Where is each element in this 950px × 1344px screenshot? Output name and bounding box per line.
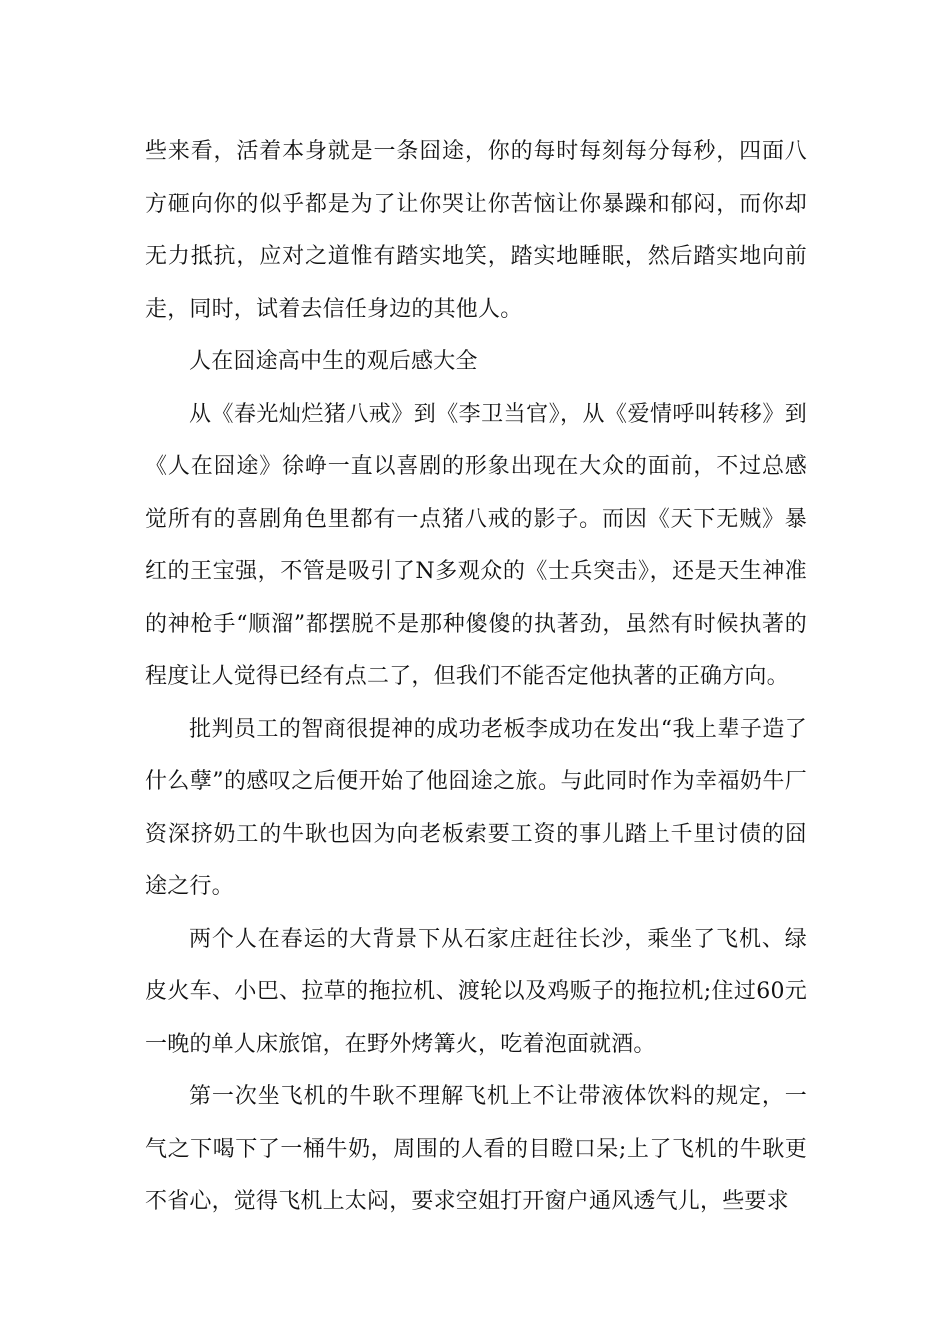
paragraph-3: 批判员工的智商很提神的成功老板李成功在发出“我上辈子造了什么孽”的感叹之后便开始了他囧途之旅。与此同时作为幸福奶牛厂资深挤奶工的牛耿也因为向老板索要工资的事儿踏上千里讨债的囧途之行。 <box>145 716 807 899</box>
paragraph-4: 两个人在春运的大背景下从石家庄赶往长沙，乘坐了飞机、绿皮火车、小巴、拉草的拖拉机、渡轮以及鸡贩子的拖拉机;住过60元一晚的单人床旅馆，在野外烤篝火，吃着泡面就酒。 <box>145 926 807 1057</box>
document-body <box>145 126 807 1229</box>
paragraph-2: 从《春光灿烂猪八戒》到《李卫当官》，从《爱情呼叫转移》到《人在囧途》徐峥一直以喜剧的形象出现在大众的面前，不过总感觉所有的喜剧角色里都有一点猪八戒的影子。而因《天下无贼》暴红的王宝强，不管是吸引了N多观众的《士兵突击》，还是天生神准的神枪手“顺溜”都摆脱不是那种傻傻的执著劲，虽然有时候执著的程度让人觉得已经有点二了，但我们不能否定他执著的正确方向。 <box>145 401 807 689</box>
section-heading: 人在囧途高中生的观后感大全 <box>189 349 478 374</box>
paragraph-5: 第一次坐飞机的牛耿不理解飞机上不让带液体饮料的规定，一气之下喝下了一桶牛奶，周围的人看的目瞪口呆;上了飞机的牛耿更不省心，觉得飞机上太闷，要求空姐打开窗户通风透气儿，些要求 <box>145 1084 807 1214</box>
paragraph-1: 些来看，活着本身就是一条囧途，你的每时每刻每分每秒，四面八方砸向你的似乎都是为了让你哭让你苦恼让你暴躁和郁闷，而你却无力抵抗，应对之道惟有踏实地笑，踏实地睡眠，然后踏实地向前走，同时，试着去信任身边的其他人。 <box>145 139 807 322</box>
